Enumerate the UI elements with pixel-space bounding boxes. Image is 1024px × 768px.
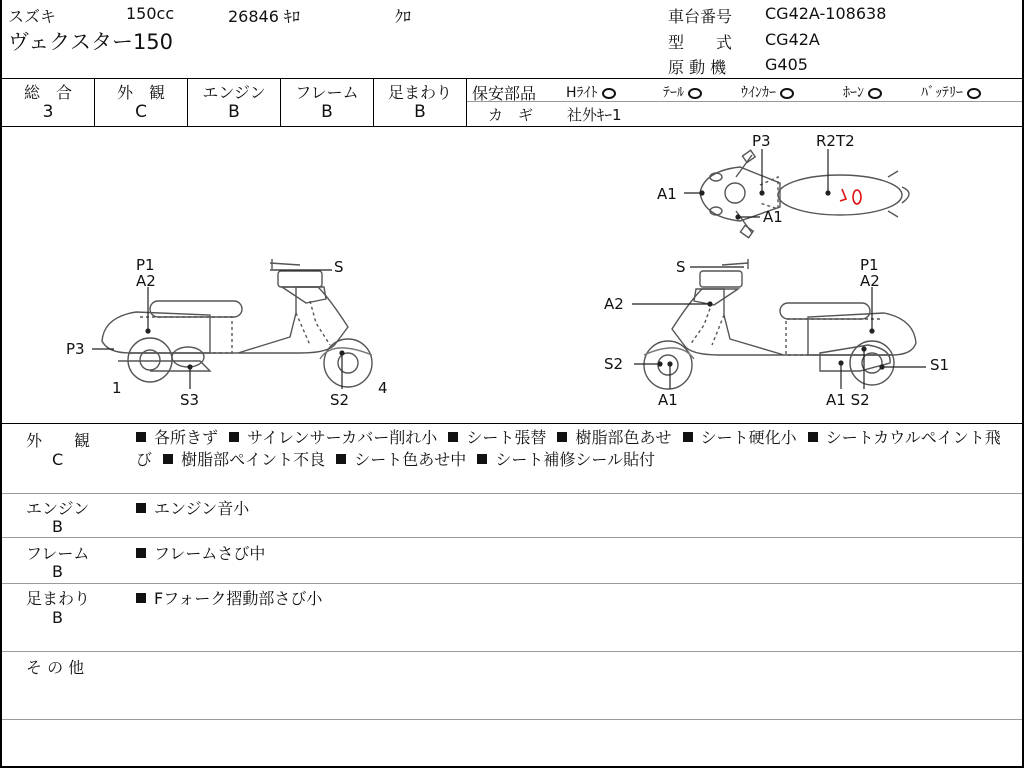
label-s-left: S (334, 258, 344, 276)
remark-exterior-grade: C (52, 450, 64, 469)
bullet-icon (136, 548, 146, 558)
bullet-icon (557, 432, 567, 442)
label-a1-top-side: A1 (763, 208, 783, 226)
displacement: 150cc (126, 4, 175, 23)
tail-label: ﾃｰﾙ (663, 85, 684, 101)
remark-engine-items (136, 496, 249, 519)
suspension-label: 足まわり (387, 83, 452, 102)
divider (0, 719, 1024, 720)
label-a1-s2-right-rear: A1 S2 (826, 391, 870, 409)
frame-grade: B (321, 102, 333, 122)
label-4-left: 4 (378, 379, 388, 397)
exterior-grade: C (135, 102, 147, 122)
remark-frame-grade: B (52, 562, 63, 581)
remark-exterior-items (136, 427, 1016, 471)
label-p3-left: P3 (66, 340, 85, 358)
engine-model: G405 (765, 55, 808, 74)
ok-mark-icon (967, 88, 981, 99)
remark-frame-items (136, 541, 265, 564)
ok-mark-icon (780, 88, 794, 99)
remark-frame-label: フレーム (26, 544, 90, 563)
label-p1-left: P1 (136, 256, 155, 274)
suspension-grade: B (414, 102, 426, 122)
ok-mark-icon (602, 88, 616, 99)
label-s3-left: S3 (180, 391, 200, 409)
damage-mark-icon (840, 189, 861, 204)
list-item: シートカウルペイント飛び (136, 428, 1001, 469)
bullet-icon (136, 503, 146, 513)
horn-label: ﾎｰﾝ (843, 85, 864, 101)
engine-grade: B (228, 102, 240, 122)
label-a1-top-front: A1 (657, 185, 677, 203)
list-item: 樹脂部色あせ (575, 428, 672, 447)
bullet-icon (448, 432, 458, 442)
battery-label: ﾊﾞｯﾃﾘｰ (921, 85, 963, 101)
bullet-icon (336, 454, 346, 464)
divider (0, 78, 1024, 79)
label-a2-right-front: A2 (604, 295, 624, 313)
overall-label: 総 合 (23, 83, 72, 102)
engine-model-label: 原 動 機 (668, 58, 727, 77)
divider (0, 651, 1024, 652)
damage-diagram (0, 127, 1024, 423)
list-item: 樹脂部ペイント不良 (181, 450, 326, 469)
bullet-icon (163, 454, 173, 464)
remark-engine-grade: B (52, 517, 63, 536)
engine-label: エンジン (202, 83, 266, 102)
remark-suspension-grade: B (52, 608, 63, 627)
horn-item (843, 82, 882, 102)
remark-suspension-items (136, 586, 322, 609)
list-item: シート色あせ中 (354, 450, 467, 469)
headlight-item (566, 82, 616, 102)
bullet-icon (136, 593, 146, 603)
remark-exterior-label: 外 観 (26, 431, 91, 450)
bullet-icon (808, 432, 818, 442)
color: ｸﾛ (395, 7, 412, 26)
label-a1-right-front: A1 (658, 391, 678, 409)
mileage: 26846 ｷﾛ (228, 7, 300, 26)
key-label: カ ギ (488, 106, 534, 124)
ok-mark-icon (688, 88, 702, 99)
bullet-icon (477, 454, 487, 464)
overall-grade: 3 (42, 102, 54, 122)
label-s1-right: S1 (930, 356, 950, 374)
winker-label: ｳｲﾝｶｰ (741, 85, 776, 101)
list-item: Fフォーク摺動部さび小 (154, 589, 323, 608)
label-1-left: 1 (112, 379, 122, 397)
frame-no: CG42A-108638 (765, 4, 887, 23)
label-s2-right-front: S2 (604, 355, 624, 373)
list-item: シート硬化小 (700, 428, 797, 447)
frame-no-label: 車台番号 (668, 7, 733, 26)
frame-label: フレーム (295, 83, 359, 102)
label-a2-left: A2 (136, 272, 156, 290)
list-item: フレームさび中 (154, 544, 266, 563)
divider (0, 493, 1024, 494)
divider (0, 583, 1024, 584)
safety-label: 保安部品 (472, 84, 537, 103)
maker: スズキ (8, 7, 57, 26)
ok-mark-icon (868, 88, 882, 99)
tail-item (663, 82, 702, 102)
winker-item (741, 82, 794, 102)
list-item: シート張替 (466, 428, 547, 447)
label-s-right: S (676, 258, 686, 276)
type-value: CG42A (765, 30, 820, 49)
list-item: 各所きず (154, 428, 219, 447)
remark-suspension-label: 足まわり (26, 589, 91, 608)
list-item: サイレンサーカバー削れ小 (247, 428, 438, 447)
label-s2-left: S2 (330, 391, 350, 409)
list-item: エンジン音小 (154, 499, 250, 518)
battery-item (921, 82, 981, 102)
label-a2-right-rear: A2 (860, 272, 880, 290)
label-p3-top: P3 (752, 132, 771, 150)
divider (0, 423, 1024, 424)
divider (0, 537, 1024, 538)
label-p1-right: P1 (860, 256, 879, 274)
type-label: 型 式 (668, 33, 733, 52)
key-value: 社外ｷｰ1 (567, 106, 622, 124)
bullet-icon (683, 432, 693, 442)
list-item: シート補修シール貼付 (495, 450, 656, 469)
remark-engine-label: エンジン (26, 499, 90, 518)
label-r2t2-top: R2T2 (816, 132, 855, 150)
bullet-icon (229, 432, 239, 442)
exterior-label: 外 観 (116, 83, 165, 102)
headlight-label: Hﾗｲﾄ (566, 85, 598, 101)
bullet-icon (136, 432, 146, 442)
remark-other-label: そ の 他 (26, 658, 85, 677)
model-name: ヴェクスター150 (8, 30, 174, 54)
scooter-top-view-icon (700, 150, 909, 237)
divider (466, 78, 467, 126)
